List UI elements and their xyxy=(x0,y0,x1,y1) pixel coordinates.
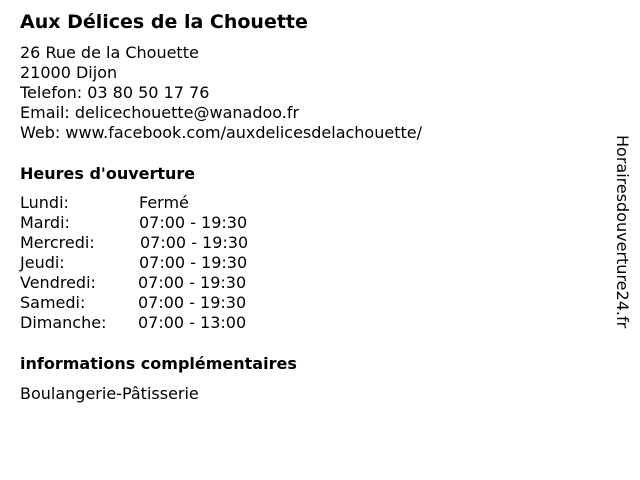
hours-row-wednesday xyxy=(20,233,249,253)
shop-name: Aux Délices de la Chouette xyxy=(20,11,308,33)
email-address: Email: delicechouette@wanadoo.fr xyxy=(20,103,300,122)
website-url: Web: www.facebook.com/auxdelicesdelachouette/ xyxy=(20,123,422,142)
day-label: Jeudi: xyxy=(20,253,65,272)
opening-hours-table xyxy=(20,193,249,333)
hours-value: 07:00 - 19:30 xyxy=(138,273,247,292)
hours-row-monday xyxy=(20,193,189,213)
hours-value: 07:00 - 19:30 xyxy=(138,293,247,312)
day-label: Lundi: xyxy=(20,193,69,212)
hours-row-saturday xyxy=(20,293,247,313)
phone-number: Telefon: 03 80 50 17 76 xyxy=(20,83,210,102)
address-block xyxy=(20,43,422,143)
hours-value: Fermé xyxy=(139,193,189,212)
business-category: Boulangerie-Pâtisserie xyxy=(20,384,199,403)
hours-row-tuesday xyxy=(20,213,248,233)
hours-row-thursday xyxy=(20,253,248,273)
day-label: Mercredi: xyxy=(20,233,95,252)
hours-value: 07:00 - 19:30 xyxy=(139,213,248,232)
day-label: Mardi: xyxy=(20,213,70,232)
hours-value: 07:00 - 19:30 xyxy=(140,233,249,252)
additional-info-title: informations complémentaires xyxy=(20,354,297,373)
site-watermark: Horairesdouverture24.fr xyxy=(613,135,632,329)
opening-hours-title: Heures d'ouverture xyxy=(20,164,196,183)
city-postal-code: 21000 Dijon xyxy=(20,63,118,82)
hours-value: 07:00 - 19:30 xyxy=(139,253,248,272)
day-label: Dimanche: xyxy=(20,313,107,332)
street-address: 26 Rue de la Chouette xyxy=(20,43,199,62)
hours-row-sunday xyxy=(20,313,247,333)
hours-row-friday xyxy=(20,273,247,293)
day-label: Vendredi: xyxy=(20,273,96,292)
day-label: Samedi: xyxy=(20,293,86,312)
hours-value: 07:00 - 13:00 xyxy=(138,313,247,332)
